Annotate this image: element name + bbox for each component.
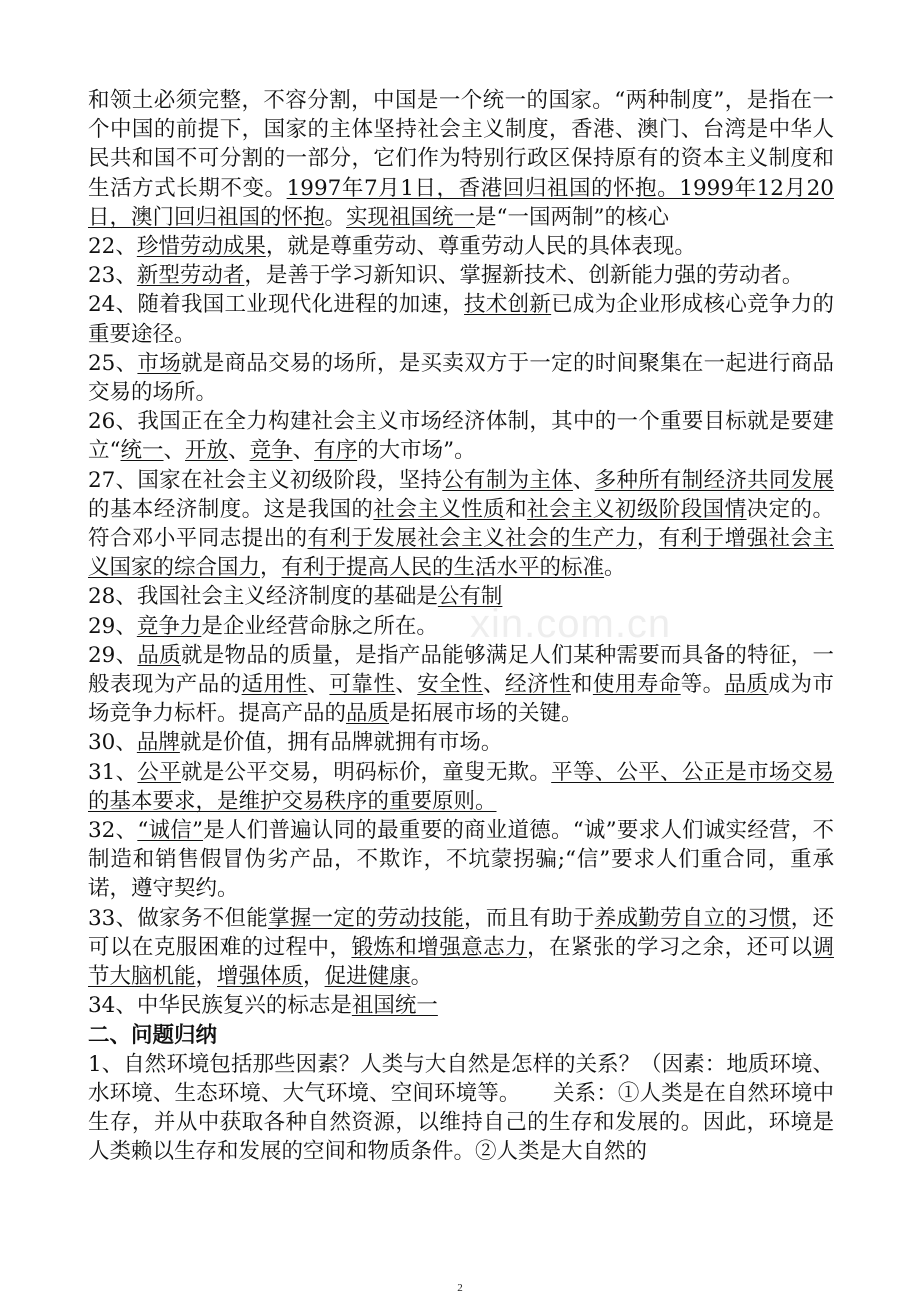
underlined-text: 安全性 — [417, 672, 484, 698]
underlined-text: 珍惜劳动成果 — [136, 234, 266, 260]
text-segment: 就是物品的质量，是指产品能够满足人们某种需要而具备的特征，一般表现为产品的 — [88, 642, 834, 698]
paragraph — [88, 758, 834, 816]
page-number: 2 — [457, 1282, 463, 1294]
underlined-text: 新型劳动者 — [136, 263, 245, 289]
underlined-text: 有利于提高人民的生活水平的标准 — [281, 555, 605, 581]
underlined-text: 可靠性 — [329, 672, 396, 698]
paragraph — [88, 612, 834, 641]
text-segment: 29、 — [88, 642, 138, 668]
text-segment: ， — [636, 526, 659, 552]
underlined-text: 有利于发展社会主义社会的生产力 — [307, 526, 637, 552]
text-segment: 已成为企业形成核心竞争力的重要途径。 — [88, 292, 834, 347]
paragraph — [88, 349, 834, 407]
underlined-text: 有序 — [314, 438, 358, 464]
text-segment: 、 — [483, 672, 506, 698]
underlined-text: 品质 — [137, 642, 181, 668]
paragraph — [88, 582, 834, 611]
paragraph — [88, 904, 834, 992]
underlined-text: 开放 — [185, 438, 229, 464]
text-segment: 29、 — [88, 613, 137, 639]
text-segment: 就是商品交易的场所，是买卖双方于一定的时间聚集在一起进行商品交易的场所。 — [88, 350, 834, 406]
text-segment: 24、随着我国工业现代化进程的加速， — [88, 292, 465, 318]
underlined-text: 养成勤劳自立的习惯 — [594, 905, 791, 931]
text-segment: 是“一国两制”的核心 — [475, 204, 670, 230]
paragraph: 1、自然环境包括那些因素？人类与大自然是怎样的关系？（因素：地质环境、水环境、生态环境、大气环境、空间环境等。 关系：①人类是在自然环境中生存，并从中获取各种自然资源，以维持自己的生存和发展的。因此，环境是人类赖以生存和发展的空间和物质条件。②人类是大自然的 — [88, 1051, 834, 1165]
text-segment: 决定的。符合邓小平同志提出的 — [88, 496, 834, 552]
text-segment: 28、我国社会主义经济制度的基础是 — [88, 584, 438, 610]
text-segment: 、 — [163, 438, 186, 464]
text-segment: 、 — [572, 467, 595, 493]
underlined-text: 竞争 — [249, 438, 293, 464]
text-segment: 和 — [570, 672, 593, 698]
text-segment: 26、我国正在全力构建社会主义市场经济体制，其中的一个重要目标就是要建立“ — [88, 409, 834, 464]
text-segment: ，在紧张的学习之余，还可以 — [527, 934, 813, 960]
text-segment: 和 — [505, 496, 528, 522]
text-segment: 25、 — [88, 350, 138, 376]
paragraph — [88, 407, 834, 465]
text-segment: 、 — [307, 672, 330, 698]
underlined-text: 实现祖国统一 — [346, 204, 476, 230]
text-segment: ， — [303, 964, 325, 990]
paragraph — [88, 232, 834, 261]
text-segment: 22、 — [88, 234, 137, 260]
text-segment: 等。 — [680, 672, 725, 698]
underlined-text: 社会主义性质 — [373, 496, 506, 522]
paragraph — [88, 261, 834, 290]
text-segment: ， — [195, 964, 218, 990]
underlined-text: 促进健康 — [324, 964, 411, 990]
text-segment: ，就是尊重劳动、尊重劳动人民的具体表现。 — [265, 234, 696, 260]
text-segment: 的基本经济制度。这是我国的 — [88, 496, 374, 522]
underlined-text: 多种所有制经济共同发展 — [594, 467, 834, 493]
underlined-text: 祖国统一 — [351, 993, 438, 1019]
text-segment: ，是善于学习新知识、掌握新技术、创新能力强的劳动者。 — [244, 263, 804, 289]
text-segment: 是企业经营命脉之所在。 — [201, 613, 438, 639]
underlined-text: “诚信” — [137, 818, 204, 844]
text-segment: 就是价值，拥有品牌就拥有市场。 — [179, 730, 503, 756]
text-segment: 是拓展市场的关键。 — [389, 701, 583, 727]
underlined-text: 公有制为主体 — [442, 467, 573, 493]
paragraph — [88, 991, 834, 1020]
paragraph — [88, 86, 834, 232]
underlined-text: 市场 — [137, 350, 181, 376]
underlined-text: 社会主义初级阶段国情 — [527, 496, 747, 522]
text-segment: ，而且有助于 — [464, 905, 595, 931]
paragraph — [88, 816, 834, 904]
text-segment: 34、中华民族复兴的标志是 — [88, 993, 352, 1019]
watermark: xin.com.cn — [470, 602, 672, 646]
text-segment: 33、做家务不但能 — [88, 905, 269, 931]
text-segment: 和领土必须完整，不容分割，中国是一个统一的国家。“两种制度”，是指在一个中国的前提下，国家的主体坚持社会主义制度，香港、澳门、台湾是中华人民共和国不可分割的一部分，它们作为特别行政区保持原有的资本主义制度和生活方式长期不变。 — [88, 88, 834, 201]
text-segment: ， — [260, 555, 282, 581]
underlined-text: 统一 — [120, 438, 164, 464]
underlined-text: 使用寿命 — [592, 672, 681, 698]
underlined-text: 锻炼和增强意志力 — [351, 934, 528, 960]
text-segment: 31、 — [88, 759, 138, 785]
underlined-text: 掌握一定的劳动技能 — [268, 905, 465, 931]
underlined-text: 1997年7月1日，香港回归祖国的怀抱。1999年12月20日，澳门回归祖国的怀抱 — [88, 175, 834, 230]
text-segment: 就是公平交易，明码标价，童叟无欺。 — [180, 759, 552, 785]
text-segment: 、 — [395, 672, 418, 698]
paragraph — [88, 728, 834, 757]
text-segment: 30、 — [88, 730, 137, 756]
underlined-text: 公有制 — [437, 584, 503, 610]
text-segment: 23、 — [88, 263, 137, 289]
underlined-text: 品牌 — [136, 730, 180, 756]
document-body — [88, 86, 834, 1167]
underlined-text: 调节大脑机能 — [88, 934, 834, 990]
text-segment: 32、 — [88, 818, 138, 844]
text-segment: 成为市场竞争力标杆。提高产品的 — [88, 672, 834, 727]
underlined-text: 公平 — [137, 759, 181, 785]
text-segment: ，还可以在克服困难的过程中， — [88, 905, 834, 960]
paragraph — [88, 641, 834, 729]
paragraph — [88, 466, 834, 583]
underlined-text: 品质 — [346, 701, 390, 727]
text-segment: 的大市场”。 — [357, 438, 476, 464]
underlined-text: 技术创新 — [464, 292, 552, 318]
underlined-text: 有利于增强社会主义国家的综合国力 — [88, 526, 834, 581]
text-segment: 。 — [604, 555, 626, 581]
paragraph — [88, 290, 834, 348]
underlined-text: 品质 — [724, 672, 769, 698]
text-segment: 是人们普遍认同的最重要的商业道德。“诚”要求人们诚实经营，不制造和销售假冒伪劣产品，不欺诈，不坑蒙拐骗;“信”要求人们重合同，重承诺，遵守契约。 — [88, 818, 834, 902]
text-segment: 27、国家在社会主义初级阶段，坚持 — [88, 467, 443, 493]
text-segment: 。 — [410, 964, 433, 990]
underlined-text: 适用性 — [241, 672, 308, 698]
text-segment: 、 — [292, 438, 315, 464]
text-segment: 、 — [228, 438, 250, 464]
underlined-text: 平等、公平、公正是市场交易的基本要求，是维护交易秩序的重要原则。 — [88, 759, 834, 814]
underlined-text: 增强体质 — [217, 964, 304, 990]
text-segment: 。 — [324, 204, 347, 230]
underlined-text: 经济性 — [505, 672, 571, 698]
section-heading: 二、问题归纳 — [88, 1022, 218, 1048]
underlined-text: 竞争力 — [136, 613, 202, 639]
